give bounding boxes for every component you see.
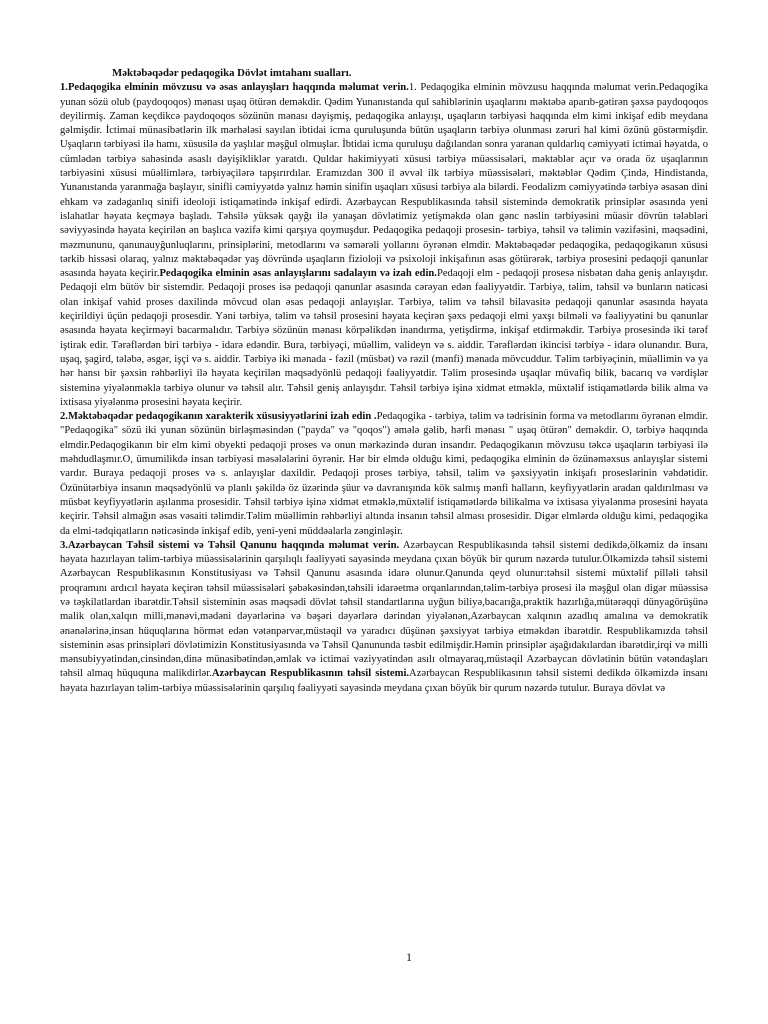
document-page — [60, 66, 708, 696]
page-number: 1 — [406, 950, 412, 964]
question-3-text: Azərbaycan Respublikasında təhsil sistemi dedikdə,ölkəmiz də insanı həyata hazırlayan təlim-tərbiyə müəssisələrinin qarşılıqlı fəaliyyəti sayəsində meydana çıxan böyük bir qurum nəzərdə tutulur.Ölkəmizdə təhsil sistemi Azərbaycan Respublikasının Konstitusiyası və Təhsil Qanunu əsasında idarə olunur.Qanunda qeyd olunur:təhsil sistemi müxtəlif pilləli təhsil proqramını ardıcıl həyata keçirən təhsil müəssisələri şəbəkəsindən,təhsili idarəetmə orqanlarından,təlim-tərbiyə prosesi ilə məşğul olan digər müəssisə və təşkilatlardan ibarətdir.Təhsil sisteminin əsas məqsədi dövlət təhsil standartlarına uyğun biliyə,bacarığa,praktik hazırlığa,mütərəqqi dünyagörüşünə malik olan,xalqın milli,mənəvi,mədəni dəyərlərinə və bəşəri dəyərlərə dərindən yiyələnən,Azərbaycan xalqının azadlıq amalına və demokratik ənənələrinə,insan hüquqlarına hörmət edən vətənpərvər,müstəqil və yaradıcı düşünən şəxsiyyət tərbiyə etməkdən ibarətdir. Respublikamızda təhsil sisteminin əsas prinsipləri dövlətimizin Konstitusiyasında və Təhsil Qanununda təsbit edilmişdir.Həmin prinsiplər aşağıdakılardan ibarətdir,irqi və milli mənsubiyyətindən,cinsindən,dinə münasibətindən,əmlak və ictimai vəziyyətindən asılı olmayaraq,müstəqil Azərbaycan dövlətinin bütün vətəndaşları təhsil almaq hüququna malikdirlər. — [60, 539, 708, 680]
question-1-paragraph — [60, 81, 708, 410]
question-1-subheading: Pedaqogika elminin əsas anlayışlarını sadalayın və izah edin. — [159, 268, 437, 280]
question-3-heading: 3.Azərbaycan Təhsil sistemi və Təhsil Qanunu haqqında məlumat verin. — [60, 539, 400, 551]
question-1-text: 1. Pedaqogika elminin mövzusu haqqında məlumat verin.Pedaqogika yunan sözü olub (paydoqoqos) mənası uşaq ötürən deməkdir. Qədim Yunanıstanda qul sahiblərinin uşaqlarını məktəbə aparıb-gətirən şəxsə paydoqoqos deyilirmiş. Zaman keçdikcə paydoqoqos sözünün mənası dəyişmiş, pedaqogika anlayışı, uşaqların tərbiyəsi haqqında elm kimi inkişaf edib meydana gəlmişdir. İctimai münasibətlərin ilk mərhələsi sayılan ibtidai icma quruluşunda bütün uşaqların tərbiyə olunması zəruri hal kimi özünü göstərmişdir. Uşaqların tərbiyəsi ilə hamı, xüsusilə də yaşlılar məşğul olmuşlar. İbtidai icma quruluşu dağılandan sonra yaranan quldarlıq cəmiyyəti ictimai həyatda, o cümlədən tərbiyə sahəsində əsaslı dəyişikliklər yaratdı. Quldar hakimiyyəti xüsusi tərbiyə müəssisələri, məktəblər açır və orada öz uşaqlarının tərbiyəsini xüsusi müəllimlərə, tərbiyəçilərə tapşırırdılar. Eramızdan 300 il əvvəl ilk tərbiyə müəssisələri, məktəblər Qədim Çində, Hindistanda, Yunanıstanda yaranmağa başlayır, sinifli cəmiyyətdə yalnız həmin sinifin uşaqları xüsusi tərbiyə ala bilərdi. Feodalizm cəmiyyətində tərbiyə əsasən dini ehkam və zadəganlıq sinifi ideoloji istiqamətində inkişaf edirdi. Azərbaycan Respublikasında təhsil sistemində demokratik prinsiplər əsasında yeni islahatlar həyata keçməyə başladı. Təhsilə yüksək qayğı ilə yanaşan dövlətimiz yetişməkdə olan gənc nəslin tərbiyəsini müasir dövrün tələbləri səviyyəsində həyata keçirilən ən başlıca vəzifə kimi qarşıya qoymuşdur. Pedaqogika pedaqoji prosesin- tərbiyə, təhsil və təlimin vəzifəsini, məqsədini, məzmununu, qanunauyğunluqlarını, prinsiplərini, metodlarını və səmərəli yollarını öyrənən elmdir. Məktəbəqədər pedaqogika, pedaqogikanın xüsusi tərkib hissəsi olaraq, yalnız məktəbəqədər yaş dövründə uşaqların fizioloji və psixoloji inkişafının əsas götürərək, tərbiyə prosesini pedaqoji qanunlar əsasında həyata keçirir. — [60, 82, 708, 280]
question-2-heading: 2.Məktəbəqədər pedaqogikanın xarakterik xüsusiyyətlərini izah edin . — [60, 411, 377, 423]
question-1-heading: 1.Pedaqogika elminin mövzusu və əsas anlayışları haqqında məlumat verin. — [60, 82, 409, 94]
question-3-subheading: Azərbaycan Respublikasının təhsil sistemi. — [211, 668, 410, 680]
question-1-subtext: Pedaqoji elm - pedaqoji prosesə nisbətən daha geniş anlayışdır. Pedaqoji elm bütöv bir sistemdir. Pedaqoji proses isə pedaqoji qanunlar əsasında cərəyan edən fəaliyyətdir. Tərbiyə, təlim, təhsil və bunların nəticəsi olan inkişaf vahid proses daxilində mövcud olan əsas pedaqoji anlayışlar. Tərbiyə, təlim və təhsil bilavasitə pedaqoji qanunlar əsasında həyata keçirildiyi üçün pedaqoji prosesdir. Yəni tərbiyə, təlim və təhsil prosesini həyata keçirən şəxs pedaqoji elmi yaxşı bilməli və fəaliyyətini bu qanunlar əsasında həyata keçirməyi bacarmalıdır. Tərbiyə sözünün mənası körpəlikdən inandırma, yetişdirmə, inkişaf etdirməkdir. Tərbiyə prosesində iki tərəf iştirak edir. Tərəflərdən biri tərbiyə - idarə edəndir. Bura, tərbiyəçi, müəllim, valideyn və s. aiddir. Tərəflərdən ikincisi tərbiyə - idarə olunandır. Bura, uşaq, şagird, tələbə, əsgər, işçi və s. aiddir. Tərbiyə iki mənada - fəzil (müsbət) və rəzil (mənfi) mənada mövcuddur. Təlim tərbiyəçinin, müəllimin və ya hər hansı bir şəxsin rəhbərliyi ilə həyata keçirilən məqsədyönlü pedaqoji fəaliyyətdir. Təlim prosesində uşaqlar müvafiq bilik, bacarıq və vərdişlər sisteminə yiyələnməklə tərbiyə olunur və təhsil alır. Təhsil geniş anlayışdır. Təhsil tərbiyə işinə xidmət etməklə, müxtəlif istiqamətlərdə bilik alma və ixtisasa yiyələnmə prosesini həyata keçirir. — [60, 268, 708, 408]
question-2-paragraph — [60, 410, 708, 539]
question-3-paragraph — [60, 539, 708, 696]
question-2-text: Pedaqogika - tərbiyə, təlim və tədrisinin forma və metodlarını öyrənən elmdir. "Pedaqogika" sözü iki yunan sözünün birləşməsindən ("payda" və "qoqos") əmələ gəlib, hərfi mənası " uşaq ötürən" deməkdir. O, tərbiyə haqqında elmdir.Pedaqogikanın bir elm kimi obyekti pedaqoji proses və onun mərkəzində duran insandır. Pedaqogikanın mövzusu təkcə uşaqların tərbiyəsi ilə məhdudlaşmır.O, ümumilikdə insan tərbiyəsi məsələlərini öyrənir. Hər bir elmdə olduğu kimi, pedaqogika elminin də özünəməxsus anlayışlar sistemi vardır. Buraya pedaqoji proses və s. anlayışlar daxildir. Pedaqoji proses tərbiyə, təhsil, təlim və şəxsiyyətin inkişafı proseslərinin vəhdətidir. Özünütərbiyə insanın məqsədyönlü və planlı şəkildə öz üzərində şüur və davranışında kök salmış mənfi halların, keyfiyyətlərin aradan qaldırılması və müsbət keyfiyyətlərin aşılanma prosesidir. Təhsil tərbiyə işinə xidmət etməklə,müxtəlif istiqamətlərdə bilikalma və ixtisasa yiyələnmə prosesini həyata keçirir. Təhsil almağın əsas vəsaiti təlimdir.Təlim müəllimin rəhbərliyi altında insanın təhsil alması prosesidir. Digər elmlərdə olduğu kimi, pedaqogika da elmi-tədqiqatların nəticəsində inkişaf edib, yeni-yeni müddəalarla zənginləşir. — [60, 411, 708, 537]
question-3-subtext: Azərbaycan Respublikasının təhsil sistemi dedikdə ölkəmizdə insanı həyata hazırlayan təlim-tərbiyə müəssisələrinin qarşılıq fəaliyyəti sayəsində meydana çıxan böyük bir qurum nəzərdə tutulur. Buraya dövlət və — [60, 668, 708, 694]
document-title: Məktəbəqədər pedaqogika Dövlət imtahanı sualları. — [112, 67, 352, 79]
